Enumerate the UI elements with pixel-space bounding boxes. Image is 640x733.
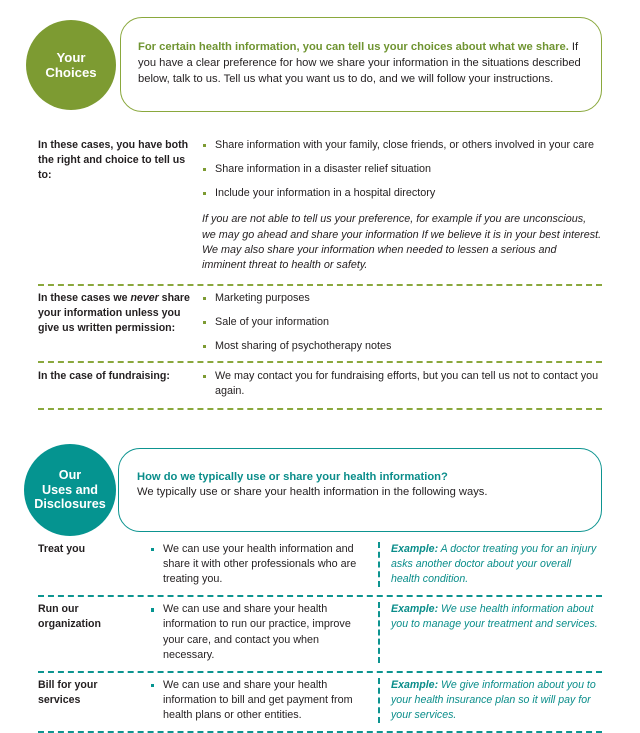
row-primary bbox=[38, 678, 378, 723]
row-label-emphasis: never bbox=[130, 291, 159, 304]
row-primary bbox=[38, 602, 378, 662]
your-choices-lead: For certain health information, you can tell us your choices about what we share. bbox=[138, 41, 569, 53]
bullet-list bbox=[202, 291, 602, 354]
uses-row-bill-for-your-services bbox=[38, 673, 602, 731]
our-uses-lead: How do we typically use or share your health information? bbox=[137, 471, 448, 483]
our-uses-body: We typically use or share your health information in the following ways. bbox=[137, 486, 488, 498]
list-item: We may contact you for fundraising efforts, but you can tell us not to contact you again. bbox=[202, 369, 602, 399]
list-item: Sale of your information bbox=[202, 315, 602, 330]
row-label: In these cases, you have both the right and choice to tell us to: bbox=[38, 139, 189, 182]
bullet-list bbox=[150, 678, 368, 723]
row-body bbox=[202, 291, 602, 354]
list-item: Share information with your family, close friends, or others involved in your care bbox=[202, 138, 602, 153]
uses-row-treat-you bbox=[38, 538, 602, 595]
bullet-list bbox=[202, 369, 602, 399]
row-body bbox=[202, 138, 602, 274]
row-example bbox=[378, 678, 602, 723]
example-body: We use health information about you to manage your treatment and services. bbox=[391, 603, 598, 631]
example-label: Example: bbox=[391, 543, 439, 555]
example-label: Example: bbox=[391, 603, 439, 616]
our-uses-badge bbox=[24, 444, 116, 536]
your-choices-rows bbox=[38, 134, 602, 410]
list-item: Share information in a disaster relief situation bbox=[202, 162, 602, 177]
choices-row-rights bbox=[38, 134, 602, 284]
row-primary bbox=[38, 542, 378, 587]
row-note: If you are not able to tell us your preference, for example if you are unconscious, we may go ahead and share your information If we believe it is in your best interest. We may also share your information when needed to lessen a serious and imminent threat to health or safety. bbox=[202, 213, 602, 272]
example-text bbox=[391, 542, 602, 587]
badge-line-2: Choices bbox=[45, 65, 97, 80]
row-label-post: share your information unless you give us written permission: bbox=[38, 291, 190, 334]
your-choices-body: If you have a clear preference for how we share your information in the situations described below, talk to us. Tell us what you want us to do, and we will follow your instructions. bbox=[138, 41, 581, 85]
our-uses-rows bbox=[38, 538, 602, 733]
row-label: Treat you bbox=[38, 543, 86, 555]
bullet-list bbox=[150, 602, 368, 662]
badge-line-3: Disclosures bbox=[34, 497, 106, 512]
list-item: We can use and share your health information to bill and get payment from health plans or other entities. bbox=[150, 678, 368, 723]
example-body: A doctor treating you for an injury asks another doctor about your overall health condition. bbox=[391, 543, 597, 586]
row-separator bbox=[38, 408, 602, 410]
example-text bbox=[391, 678, 602, 723]
row-label bbox=[38, 291, 202, 336]
example-text bbox=[391, 602, 602, 632]
list-item: Marketing purposes bbox=[202, 291, 602, 306]
row-example bbox=[378, 542, 602, 587]
choices-row-never-share bbox=[38, 286, 602, 361]
row-label: Run our organization bbox=[38, 603, 101, 631]
list-item: Include your information in a hospital directory bbox=[202, 186, 602, 201]
badge-line-2: Uses and bbox=[42, 482, 98, 497]
list-item: We can use your health information and share it with other professionals who are treating you. bbox=[150, 542, 368, 587]
our-uses-intro bbox=[137, 471, 587, 501]
row-body bbox=[202, 369, 602, 399]
example-body: We give information about you to your health insurance plan so it will pay for your services. bbox=[391, 678, 596, 721]
bullet-list bbox=[202, 138, 602, 201]
uses-row-run-our-organization bbox=[38, 597, 602, 670]
row-label-pre: In these cases we bbox=[38, 291, 131, 304]
bullet-list bbox=[150, 542, 368, 587]
list-item: Most sharing of psychotherapy notes bbox=[202, 339, 602, 354]
example-label: Example: bbox=[391, 678, 439, 691]
your-choices-intro bbox=[138, 40, 586, 88]
row-example bbox=[378, 602, 602, 662]
row-label: In the case of fundraising: bbox=[38, 369, 170, 382]
badge-line-1: Our bbox=[58, 468, 82, 483]
choices-row-fundraising bbox=[38, 363, 602, 408]
row-label: Bill for your services bbox=[38, 678, 98, 706]
list-item: We can use and share your health information to run our practice, improve your care, and contact you when necessary. bbox=[150, 602, 368, 662]
badge-line-1: Your bbox=[56, 49, 86, 65]
your-choices-badge bbox=[26, 20, 116, 110]
